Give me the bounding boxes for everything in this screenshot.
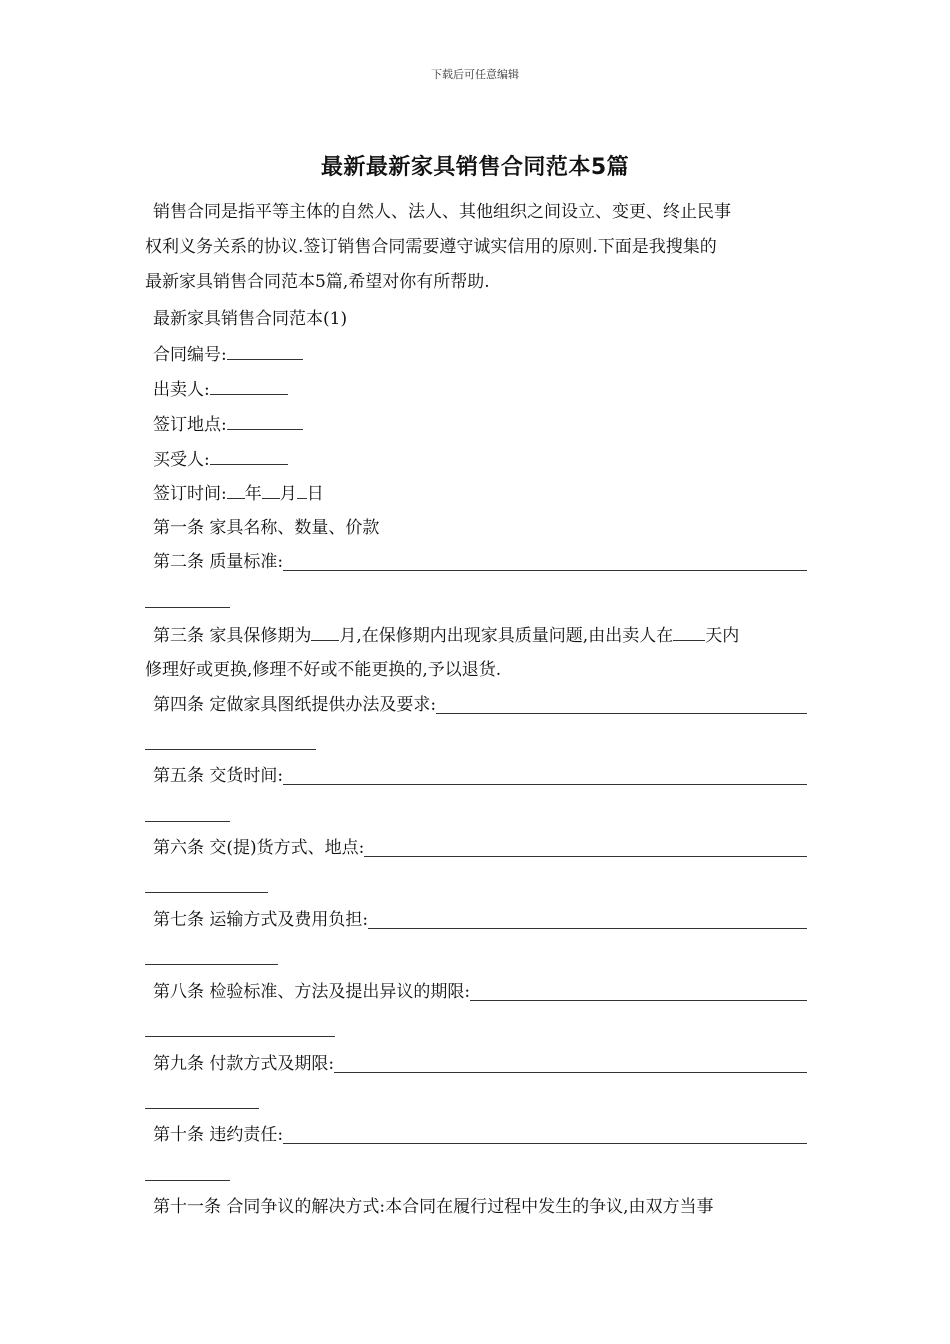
clause-9-blank (334, 1054, 807, 1073)
clause-5-blank-cont (145, 821, 230, 822)
buyer-label: 买受人: (153, 450, 210, 470)
intro-line-2: 权利义务关系的协议.签订销售合同需要遵守诚实信用的原则.下面是我搜集的 (145, 237, 717, 257)
clause-7-blank-cont (145, 964, 278, 965)
intro-line-3: 最新家具销售合同范本5篇,希望对你有所帮助. (145, 272, 490, 292)
clause-8-label: 第八条 检验标准、方法及提出异议的期限: (153, 982, 471, 1002)
clause-3-text-a: 第三条 家具保修期为 (153, 626, 312, 646)
clause-4-label: 第四条 定做家具图纸提供办法及要求: (153, 695, 437, 715)
clause-4-blank (436, 695, 807, 714)
clause-10 (153, 1123, 807, 1147)
repair-days-blank (673, 623, 705, 641)
clause-2-blank (283, 552, 807, 571)
clause-5 (153, 764, 807, 788)
clause-5-label: 第五条 交货时间: (153, 766, 284, 786)
clause-1: 第一条 家具名称、数量、价款 (153, 518, 380, 538)
clause-10-label: 第十条 违约责任: (153, 1125, 284, 1145)
year-label: 年 (244, 484, 262, 504)
clause-2-label: 第二条 质量标准: (153, 552, 284, 572)
clause-4-blank-cont (145, 749, 316, 750)
clause-6-blank (364, 838, 807, 857)
contract-number-blank (227, 342, 303, 360)
clause-2 (153, 550, 807, 574)
seller-blank (210, 377, 288, 395)
clause-5-blank (283, 766, 807, 785)
sign-time-label: 签订时间: (153, 484, 227, 504)
clause-8-blank (470, 982, 807, 1001)
contract-number-row (153, 342, 807, 367)
clause-8-blank-cont (145, 1036, 335, 1037)
sign-time-row (153, 481, 807, 506)
place-row (153, 412, 807, 437)
place-label: 签订地点: (153, 415, 227, 435)
clause-9-label: 第九条 付款方式及期限: (153, 1054, 335, 1074)
warranty-months-blank (311, 623, 339, 641)
place-blank (227, 412, 303, 430)
year-blank (227, 481, 245, 499)
clause-3-line-2: 修理好或更换,修理不好或不能更换的,予以退货. (145, 660, 502, 680)
contract-number-label: 合同编号: (153, 345, 227, 365)
buyer-row (153, 447, 807, 472)
seller-label: 出卖人: (153, 380, 210, 400)
document-title: 最新最新家具销售合同范本5篇 (320, 155, 630, 180)
clause-3-text-c: 天内 (705, 626, 740, 646)
clause-8 (153, 980, 807, 1004)
clause-10-blank-cont (145, 1180, 230, 1181)
clause-9-blank-cont (145, 1108, 259, 1109)
clause-9 (153, 1052, 807, 1076)
day-blank (297, 481, 307, 499)
clause-2-blank-cont (145, 607, 230, 608)
month-label: 月 (279, 484, 297, 504)
clause-3-line-1 (153, 623, 807, 648)
clause-3-text-b: 月,在保修期内出现家具质量问题,由出卖人在 (339, 626, 674, 646)
buyer-blank (210, 447, 288, 465)
clause-4 (153, 693, 807, 717)
clause-6 (153, 836, 807, 860)
seller-row (153, 377, 807, 402)
page-header: 下载后可任意编辑 (431, 68, 519, 81)
intro-line-1: 销售合同是指平等主体的自然人、法人、其他组织之间设立、变更、终止民事 (153, 202, 731, 222)
section-subtitle: 最新家具销售合同范本(1) (153, 309, 348, 329)
day-label: 日 (306, 484, 324, 504)
clause-7 (153, 908, 807, 932)
clause-10-blank (283, 1125, 807, 1144)
clause-7-blank (368, 910, 807, 929)
clause-7-label: 第七条 运输方式及费用负担: (153, 910, 369, 930)
month-blank (262, 481, 280, 499)
clause-11: 第十一条 合同争议的解决方式:本合同在履行过程中发生的争议,由双方当事 (153, 1197, 714, 1217)
clause-6-blank-cont (145, 892, 268, 893)
clause-6-label: 第六条 交(提)货方式、地点: (153, 838, 365, 858)
